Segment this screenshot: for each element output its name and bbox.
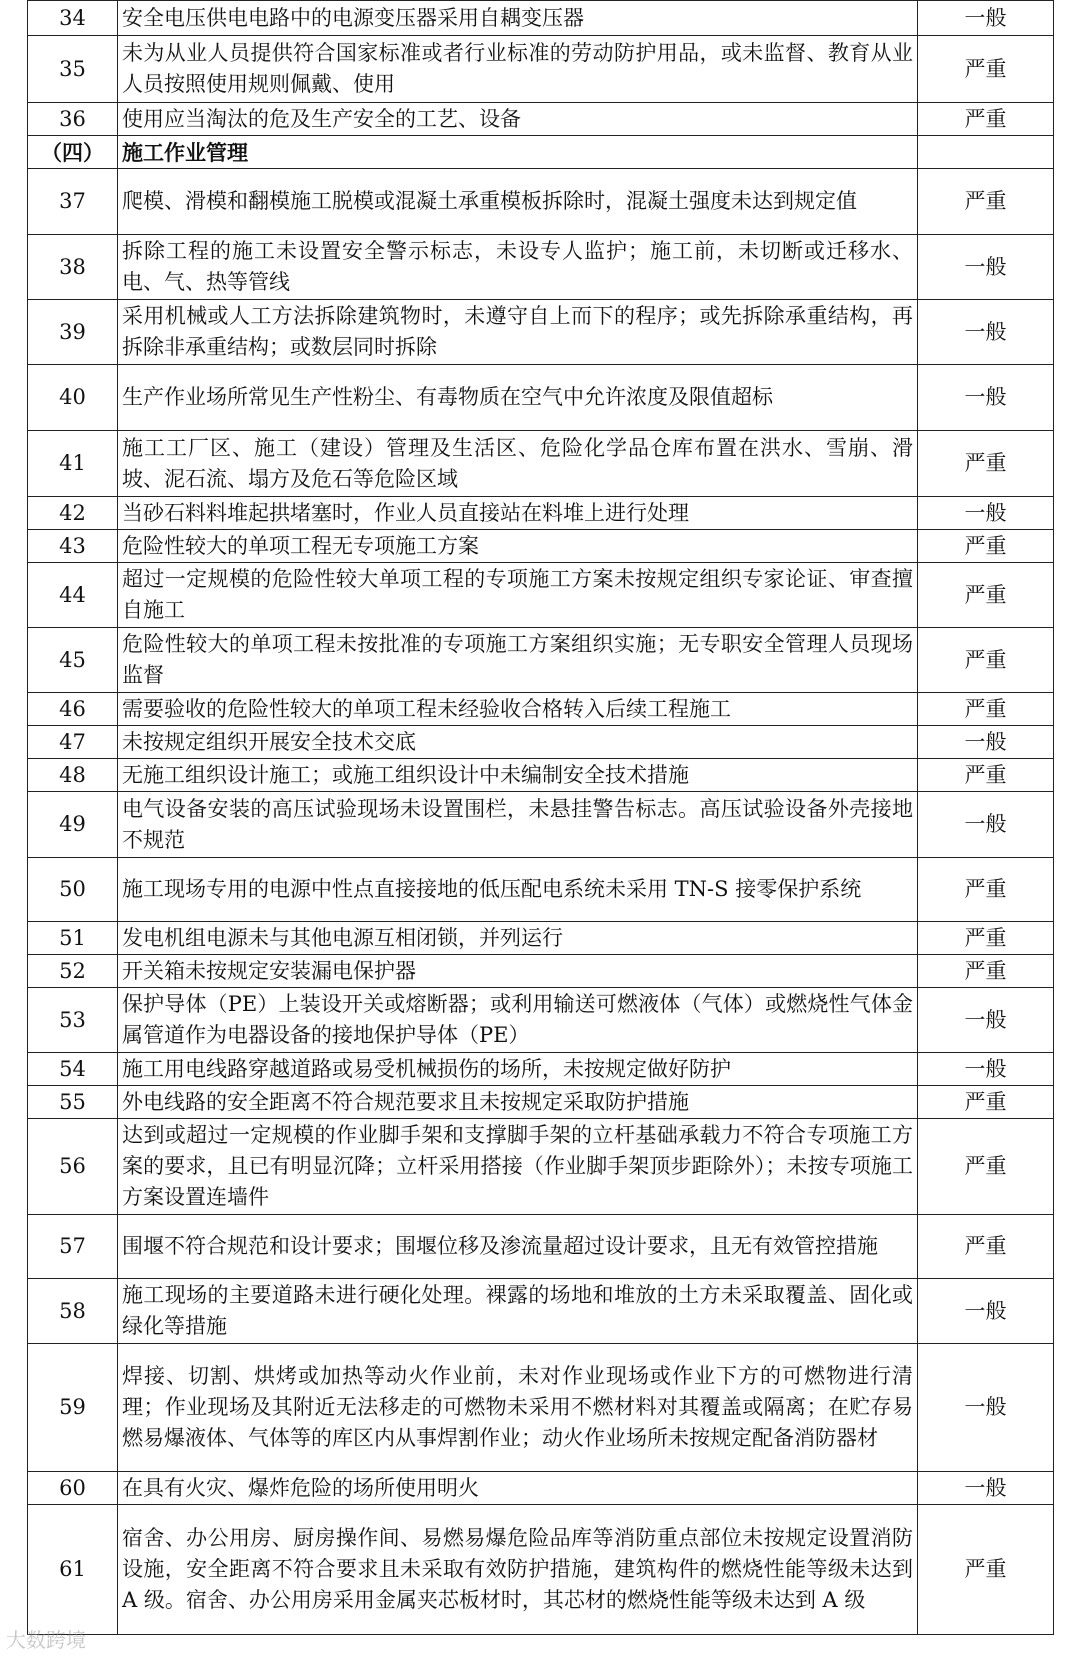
severity-level: 严重 xyxy=(918,1215,1054,1279)
row-number: 55 xyxy=(28,1086,118,1119)
hazard-description: 生产作业场所常见生产性粉尘、有毒物质在空气中允许浓度及限值超标 xyxy=(118,365,918,431)
severity-level: 严重 xyxy=(918,1086,1054,1119)
severity-level: 严重 xyxy=(918,530,1054,563)
severity-level: 严重 xyxy=(918,922,1054,955)
table-row xyxy=(28,1119,1054,1215)
table-row xyxy=(28,497,1054,530)
row-number: 58 xyxy=(28,1279,118,1344)
severity-level: 一般 xyxy=(918,235,1054,300)
table-row xyxy=(28,759,1054,792)
table-row xyxy=(28,103,1054,136)
hazard-description: 电气设备安装的高压试验现场未设置围栏，未悬挂警告标志。高压试验设备外壳接地不规范 xyxy=(118,792,918,858)
hazard-description: 爬模、滑模和翻模施工脱模或混凝土承重模板拆除时，混凝土强度未达到规定值 xyxy=(118,169,918,235)
hazard-description: 危险性较大的单项工程未按批准的专项施工方案组织实施；无专职安全管理人员现场监督 xyxy=(118,628,918,693)
row-number: 52 xyxy=(28,955,118,988)
hazard-description: 保护导体（PE）上装设开关或熔断器；或利用输送可燃液体（气体）或燃烧性气体金属管道作为电器设备的接地保护导体（PE） xyxy=(118,988,918,1053)
severity-level: 严重 xyxy=(918,759,1054,792)
row-number: 61 xyxy=(28,1505,118,1635)
table-row xyxy=(28,858,1054,922)
section-number: （四） xyxy=(28,136,118,169)
row-number: 53 xyxy=(28,988,118,1053)
row-number: 49 xyxy=(28,792,118,858)
table-row xyxy=(28,300,1054,365)
hazard-description: 拆除工程的施工未设置安全警示标志，未设专人监护；施工前，未切断或迁移水、电、气、热等管线 xyxy=(118,235,918,300)
severity-level: 严重 xyxy=(918,431,1054,497)
row-number: 56 xyxy=(28,1119,118,1215)
row-number: 57 xyxy=(28,1215,118,1279)
hazard-description: 未按规定组织开展安全技术交底 xyxy=(118,726,918,759)
table-row xyxy=(28,988,1054,1053)
table-row xyxy=(28,1505,1054,1635)
row-number: 34 xyxy=(28,1,118,36)
severity-level: 一般 xyxy=(918,497,1054,530)
section-title: 施工作业管理 xyxy=(118,136,918,169)
severity-level: 一般 xyxy=(918,988,1054,1053)
row-number: 59 xyxy=(28,1344,118,1472)
table-row xyxy=(28,955,1054,988)
table-row xyxy=(28,693,1054,726)
table-row xyxy=(28,1279,1054,1344)
hazard-description: 宿舍、办公用房、厨房操作间、易燃易爆危险品库等消防重点部位未按规定设置消防设施，安全距离不符合要求且未采取有效防护措施，建筑构件的燃烧性能等级未达到 A 级。宿舍、办公用房采用金属夹芯板材时，其芯材的燃烧性能等级未达到 A 级 xyxy=(118,1505,918,1635)
row-number: 54 xyxy=(28,1053,118,1086)
hazard-table xyxy=(27,0,1054,1635)
severity-level: 一般 xyxy=(918,1279,1054,1344)
hazard-description: 施工现场的主要道路未进行硬化处理。裸露的场地和堆放的土方未采取覆盖、固化或绿化等措施 xyxy=(118,1279,918,1344)
hazard-description: 发电机组电源未与其他电源互相闭锁，并列运行 xyxy=(118,922,918,955)
hazard-description: 在具有火灾、爆炸危险的场所使用明火 xyxy=(118,1472,918,1505)
severity-level: 严重 xyxy=(918,858,1054,922)
row-number: 40 xyxy=(28,365,118,431)
table-row xyxy=(28,235,1054,300)
severity-level: 一般 xyxy=(918,1,1054,36)
row-number: 43 xyxy=(28,530,118,563)
row-number: 48 xyxy=(28,759,118,792)
hazard-description: 围堰不符合规范和设计要求；围堰位移及渗流量超过设计要求，且无有效管控措施 xyxy=(118,1215,918,1279)
severity-level: 严重 xyxy=(918,628,1054,693)
hazard-description: 需要验收的危险性较大的单项工程未经验收合格转入后续工程施工 xyxy=(118,693,918,726)
hazard-description: 使用应当淘汰的危及生产安全的工艺、设备 xyxy=(118,103,918,136)
hazard-description: 施工现场专用的电源中性点直接接地的低压配电系统未采用 TN-S 接零保护系统 xyxy=(118,858,918,922)
severity-level: 严重 xyxy=(918,563,1054,628)
section-header-row xyxy=(28,136,1054,169)
table-row xyxy=(28,1344,1054,1472)
row-number: 46 xyxy=(28,693,118,726)
table-row xyxy=(28,922,1054,955)
watermark: 大数跨境 xyxy=(6,1628,86,1652)
severity-level: 一般 xyxy=(918,300,1054,365)
table-row xyxy=(28,563,1054,628)
table-row xyxy=(28,792,1054,858)
table-row xyxy=(28,1,1054,36)
row-number: 60 xyxy=(28,1472,118,1505)
row-number: 42 xyxy=(28,497,118,530)
hazard-description: 未为从业人员提供符合国家标准或者行业标准的劳动防护用品，或未监督、教育从业人员按照使用规则佩戴、使用 xyxy=(118,36,918,103)
table-row xyxy=(28,628,1054,693)
row-number: 35 xyxy=(28,36,118,103)
severity-level: 严重 xyxy=(918,169,1054,235)
row-number: 37 xyxy=(28,169,118,235)
severity-level: 严重 xyxy=(918,1119,1054,1215)
row-number: 45 xyxy=(28,628,118,693)
row-number: 41 xyxy=(28,431,118,497)
hazard-description: 安全电压供电电路中的电源变压器采用自耦变压器 xyxy=(118,1,918,36)
severity-level: 严重 xyxy=(918,36,1054,103)
severity-level: 严重 xyxy=(918,693,1054,726)
hazard-description: 危险性较大的单项工程无专项施工方案 xyxy=(118,530,918,563)
section-empty-cell xyxy=(918,136,1054,169)
severity-level: 严重 xyxy=(918,955,1054,988)
hazard-description: 外电线路的安全距离不符合规范要求且未按规定采取防护措施 xyxy=(118,1086,918,1119)
severity-level: 一般 xyxy=(918,1344,1054,1472)
hazard-description: 施工工厂区、施工（建设）管理及生活区、危险化学品仓库布置在洪水、雪崩、滑坡、泥石流、塌方及危石等危险区域 xyxy=(118,431,918,497)
severity-level: 严重 xyxy=(918,1505,1054,1635)
table-row xyxy=(28,431,1054,497)
hazard-description: 焊接、切割、烘烤或加热等动火作业前，未对作业现场或作业下方的可燃物进行清理；作业现场及其附近无法移走的可燃物未采用不燃材料对其覆盖或隔离；在贮存易燃易爆液体、气体等的库区内从事焊割作业；动火作业场所未按规定配备消防器材 xyxy=(118,1344,918,1472)
hazard-description: 无施工组织设计施工；或施工组织设计中未编制安全技术措施 xyxy=(118,759,918,792)
table-row xyxy=(28,1215,1054,1279)
severity-level: 严重 xyxy=(918,103,1054,136)
table-row xyxy=(28,726,1054,759)
hazard-description: 超过一定规模的危险性较大单项工程的专项施工方案未按规定组织专家论证、审查擅自施工 xyxy=(118,563,918,628)
row-number: 39 xyxy=(28,300,118,365)
row-number: 38 xyxy=(28,235,118,300)
table-row xyxy=(28,1053,1054,1086)
severity-level: 一般 xyxy=(918,1053,1054,1086)
table-row xyxy=(28,1472,1054,1505)
severity-level: 一般 xyxy=(918,792,1054,858)
row-number: 44 xyxy=(28,563,118,628)
table-row xyxy=(28,169,1054,235)
table-row xyxy=(28,1086,1054,1119)
hazard-description: 达到或超过一定规模的作业脚手架和支撑脚手架的立杆基础承载力不符合专项施工方案的要求，且已有明显沉降；立杆采用搭接（作业脚手架顶步距除外）；未按专项施工方案设置连墙件 xyxy=(118,1119,918,1215)
row-number: 50 xyxy=(28,858,118,922)
hazard-description: 施工用电线路穿越道路或易受机械损伤的场所，未按规定做好防护 xyxy=(118,1053,918,1086)
hazard-table-body xyxy=(28,1,1054,1635)
hazard-description: 开关箱未按规定安装漏电保护器 xyxy=(118,955,918,988)
table-row xyxy=(28,530,1054,563)
severity-level: 一般 xyxy=(918,1472,1054,1505)
hazard-description: 当砂石料料堆起拱堵塞时，作业人员直接站在料堆上进行处理 xyxy=(118,497,918,530)
table-row xyxy=(28,365,1054,431)
row-number: 51 xyxy=(28,922,118,955)
severity-level: 一般 xyxy=(918,726,1054,759)
row-number: 47 xyxy=(28,726,118,759)
table-row xyxy=(28,36,1054,103)
row-number: 36 xyxy=(28,103,118,136)
severity-level: 一般 xyxy=(918,365,1054,431)
hazard-description: 采用机械或人工方法拆除建筑物时，未遵守自上而下的程序；或先拆除承重结构，再拆除非承重结构；或数层同时拆除 xyxy=(118,300,918,365)
